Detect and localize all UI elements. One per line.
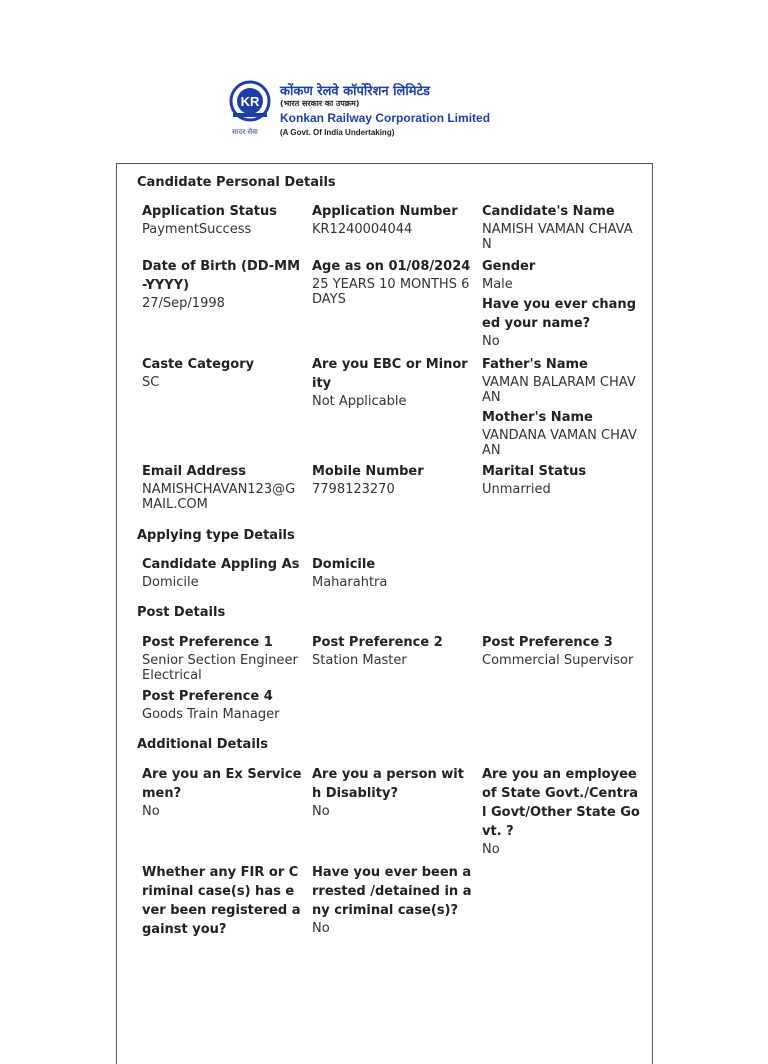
field-arrested [312,863,472,936]
field-ex-servicemen [142,765,302,819]
section-title-post: Post Details [137,605,226,620]
field-value: Goods Train Manager [142,707,280,722]
field-label: Are you EBC or Minority [312,357,468,391]
field-label: Whether any FIR or Criminal case(s) has ever been registered against you? [142,865,301,937]
field-value: VAMAN BALARAM CHAVAN [482,375,636,405]
krcl-logo-icon [229,80,271,126]
field-mother-name [482,408,642,458]
logo-tagline: सादर सेवा [232,128,258,136]
field-value: Senior Section Engineer Electrical [142,653,298,683]
field-label: Post Preference 1 [142,635,273,650]
field-email [142,462,302,512]
field-govt-employee [482,765,642,857]
field-label: Caste Category [142,357,255,372]
field-label: Age as on 01/08/2024 [312,259,471,274]
field-label: Post Preference 4 [142,689,273,704]
application-details-panel [116,163,653,1064]
field-label: Are you an Ex Servicemen? [142,767,302,801]
field-value: No [312,804,330,819]
field-label: Application Status [142,204,278,219]
field-label: Mobile Number [312,464,424,479]
field-label: Are you an employee of State Govt./Central Govt/Other State Govt. ? [482,767,640,839]
field-application-status [142,202,302,237]
field-mobile [312,462,472,497]
field-label: Father's Name [482,357,588,372]
field-marital-status [482,462,642,497]
field-value: No [312,921,330,936]
field-age [312,257,472,307]
field-gender [482,257,642,292]
field-fir [142,863,302,940]
field-domicile [312,555,472,590]
field-label: Email Address [142,464,247,479]
field-value: VANDANA VAMAN CHAVAN [482,428,637,458]
field-value: PaymentSuccess [142,222,252,237]
field-value: Commercial Supervisor [482,653,634,668]
field-label: Gender [482,259,536,274]
field-label: Post Preference 3 [482,635,613,650]
field-applying-as [142,555,302,590]
field-value: Station Master [312,653,407,668]
field-value: No [142,804,160,819]
org-name-english: Konkan Railway Corporation Limited [280,111,491,125]
field-value: NAMISH VAMAN CHAVAN [482,222,633,252]
field-label: Have you ever been arrested /detained in any criminal case(s)? [312,865,472,918]
section-title-additional: Additional Details [137,737,268,752]
field-disability [312,765,472,819]
field-value: Maharahtra [312,575,388,590]
field-value: Male [482,277,513,292]
field-date-of-birth [142,257,302,311]
org-subtitle-hindi: (भारत सरकार का उपक्रम) [280,99,360,108]
field-value: No [482,334,500,349]
org-govt-note: (A Govt. Of India Undertaking) [280,128,395,137]
field-value: KR1240004044 [312,222,413,237]
field-value: 27/Sep/1998 [142,296,225,311]
field-post-preference-3 [482,633,642,668]
field-ebc-minority [312,355,472,409]
field-label: Are you a person with Disablity? [312,767,464,801]
field-post-preference-2 [312,633,472,668]
field-value: SC [142,375,160,390]
field-value: Unmarried [482,482,551,497]
field-label: Mother's Name [482,410,593,425]
field-application-number [312,202,472,237]
field-label: Application Number [312,204,458,219]
field-label: Date of Birth (DD-MM-YYYY) [142,259,301,293]
field-value: 25 YEARS 10 MONTHS 6 DAYS [312,277,470,307]
field-name-changed [482,295,642,349]
field-label: Have you ever changed your name? [482,297,636,331]
field-label: Marital Status [482,464,587,479]
field-value: NAMISHCHAVAN123@GMAIL.COM [142,482,296,512]
field-candidate-name [482,202,642,252]
field-caste-category [142,355,302,390]
svg-text:KR: KR [240,94,260,109]
field-value: Domicile [142,575,199,590]
field-label: Domicile [312,557,376,572]
field-value: 7798123270 [312,482,395,497]
field-label: Post Preference 2 [312,635,443,650]
field-label: Candidate Appling As [142,557,300,572]
section-title-applying: Applying type Details [137,528,295,543]
field-post-preference-1 [142,633,302,683]
field-label: Candidate's Name [482,204,615,219]
field-value: Not Applicable [312,394,407,409]
field-post-preference-4 [142,687,302,722]
field-father-name [482,355,642,405]
section-title-personal: Candidate Personal Details [137,175,336,190]
field-value: No [482,842,500,857]
page-header [0,0,768,164]
org-name-hindi: कोंकण रेलवे कॉर्पोरेशन लिमिटेड [280,84,430,99]
